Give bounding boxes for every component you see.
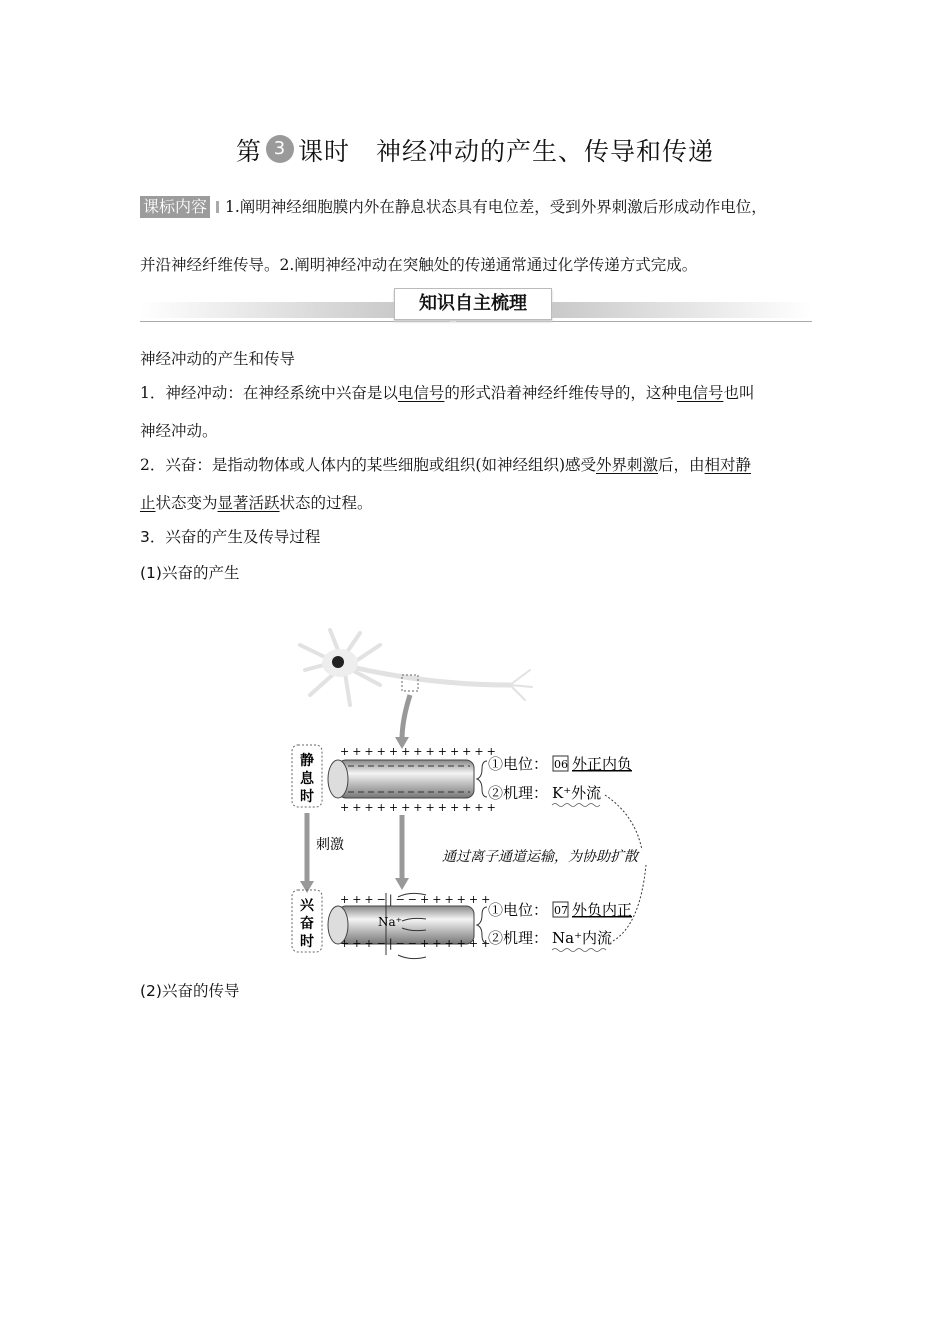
svg-text:+++−|−−++++++: +++−|−−++++++ — [340, 937, 494, 950]
svg-text:静: 静 — [300, 753, 314, 769]
page-title: 第 3 课时 神经冲动的产生、传导和传递 — [235, 137, 715, 166]
subheading-2: (2)兴奋的传导 — [140, 982, 240, 1000]
excitation-diagram — [280, 625, 680, 960]
svg-text:外正内负: 外正内负 — [572, 755, 633, 773]
neuron-illustration — [300, 630, 532, 705]
handwritten-note: 通过离子通道运输，为协助扩散 — [442, 849, 638, 865]
item-2: 2．兴奋：是指动物体或人体内的某些细胞或组织(如神经组织)感受外界刺激后，由相对静 — [140, 456, 752, 474]
svg-text:息: 息 — [300, 771, 314, 787]
svg-text:时: 时 — [300, 934, 314, 950]
item-3: 3．兴奋的产生及传导过程 — [140, 528, 321, 546]
stimulus-arrow — [300, 881, 314, 893]
svg-text:Na⁺内流: Na⁺内流 — [552, 929, 612, 947]
answer-blank-06: 06 — [554, 758, 568, 771]
section-heading: 神经冲动的产生和传导 — [140, 350, 296, 368]
standards-tag: 课标内容 — [140, 196, 210, 218]
banner-gradient-left — [140, 302, 400, 318]
svg-text:K⁺外流: K⁺外流 — [552, 784, 602, 802]
banner-gradient-right — [552, 302, 812, 318]
svg-text:Na⁺: Na⁺ — [378, 915, 402, 929]
svg-text:②机理：: ②机理： — [488, 784, 549, 802]
standards-line-2: 并沿神经纤维传导。2.阐明神经冲动在突触处的传递通常通过化学传递方式完成。 — [140, 256, 698, 274]
svg-text:②机理：: ②机理： — [488, 929, 549, 947]
svg-text:外负内正: 外负内正 — [572, 901, 633, 919]
svg-text:+++++++++++++: +++++++++++++ — [340, 745, 499, 758]
axon-cylinder-rest — [328, 745, 499, 814]
brace-rest — [477, 761, 487, 797]
subheading-1: (1)兴奋的产生 — [140, 564, 240, 582]
item-1: 1．神经冲动：在神经系统中兴奋是以电信号的形式沿着神经纤维传导的，这种电信号也叫 — [140, 384, 755, 402]
standards-line-1: 课标内容 1.阐明神经细胞膜内外在静息状态具有电位差，受到外界刺激后形成动作电位， — [140, 196, 812, 218]
tag-divider — [216, 201, 219, 213]
svg-text:奋: 奋 — [300, 916, 314, 932]
banner-rule-left — [140, 321, 450, 322]
section-banner — [140, 286, 812, 324]
arrow-to-note — [605, 795, 642, 850]
svg-text:时: 时 — [300, 789, 314, 805]
banner-title: 知识自主梳理 — [394, 288, 552, 320]
stimulus-label: 刺激 — [316, 837, 344, 853]
zoom-arrow — [402, 695, 410, 740]
svg-text:+++−|−−++++++: +++−|−−++++++ — [340, 893, 494, 906]
lesson-number-badge: 3 — [266, 135, 294, 163]
svg-text:①电位：: ①电位： — [488, 755, 549, 773]
axon-cylinder-excited — [328, 893, 493, 959]
banner-rule-right — [456, 321, 812, 322]
svg-text:兴: 兴 — [300, 898, 314, 914]
svg-text:①电位：: ①电位： — [488, 901, 549, 919]
svg-text:+++++++++++++: +++++++++++++ — [340, 801, 499, 814]
item-1-cont: 神经冲动。 — [140, 422, 218, 440]
answer-blank-07: 07 — [554, 904, 568, 917]
item-2-cont: 止状态变为显著活跃状态的过程。 — [140, 494, 373, 512]
